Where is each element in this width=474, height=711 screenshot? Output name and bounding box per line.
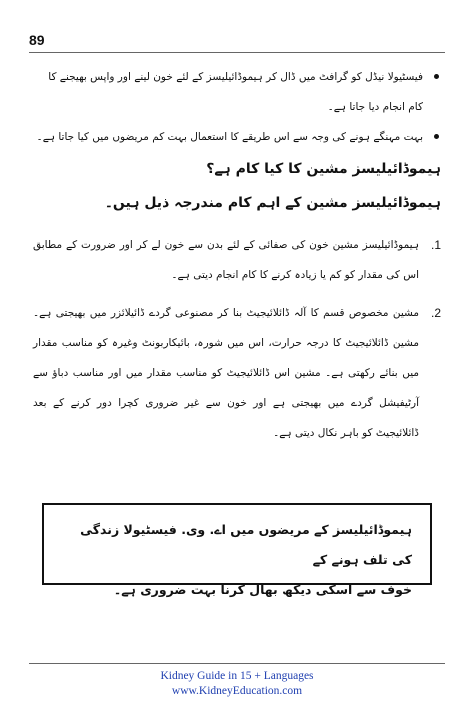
bullet-list — [33, 62, 441, 152]
bullet-item-cost — [33, 122, 441, 152]
numbered-item-1 — [33, 230, 441, 290]
footer-title: Kidney Guide in 15 + Languages — [160, 670, 314, 682]
footer — [0, 669, 474, 699]
footer-website-link[interactable]: www.KidneyEducation.com — [171, 685, 303, 697]
notice-line-2: خوف سے اسکی دیکھ بھال کرنا بہت ضروری ہے۔ — [113, 582, 412, 597]
footer-rule — [29, 663, 445, 664]
numbered-list — [33, 230, 441, 448]
numbered-marker: 2. — [430, 306, 441, 320]
numbered-item-2 — [33, 298, 441, 448]
section-subtitle-heading: ہیموڈائیلیسز مشین کے اہم کام مندرجہ ذیل ہیں۔ — [104, 195, 441, 211]
bullet-dot-icon — [434, 134, 439, 139]
notice-box — [42, 503, 432, 597]
bullet-dot-icon — [434, 74, 439, 79]
section-question-heading: ہیموڈائیلیسز مشین کا کیا کام ہے؟ — [206, 161, 441, 177]
numbered-text: مشین مخصوص قسم کا آلہ ڈائلائیجیٹ بنا کر مصنوعی گردے ڈائیلائزر میں بھیجتی ہے۔ مشین ڈائلائیجیٹ کا درجہ حرارت، اس میں شورہ، بائیکاربونٹ وغیرہ کو مناسب مقدار میں بنائے رکھتی ہے۔ مشین اس ڈائلائیجیٹ کو مناسب مقدار میں اور مناسب دباؤ سے آرٹیفیشل گردے میں بھیجتی ہے اور خون سے غیر ضروری کچرا دور کرنے کے بعد ڈائلائیجیٹ کو باہر نکال دیتی ہے۔ — [33, 307, 419, 439]
numbered-text: ہیموڈائیلیسز مشین خون کی صفائی کے لئے بدن سے خون لے کر اور ضرورت کے مطابق اس کی مقدار کو کم یا زیادہ کرنے کا کام انجام دیتی ہے۔ — [33, 239, 419, 281]
page-number: 89 — [29, 32, 45, 48]
bullet-item-needle — [33, 62, 441, 122]
header-rule — [29, 52, 445, 53]
bullet-text: بہت مہنگے ہونے کی وجہ سے اس طریقے کا استعمال بہت کم مریضوں میں کیا جاتا ہے۔ — [36, 131, 423, 143]
bullet-text: فیسٹیولا نیڈل کو گرافٹ میں ڈال کر ہیموڈائیلیسز کے لئے خون لینے اور واپس بھیجنے کا کام انجام دیا جاتا ہے۔ — [48, 71, 423, 113]
notice-line-1: ہیموڈائیلیسز کے مریضوں میں اے. وی. فیسٹیولا زندگی کی تلف ہونے کے — [80, 522, 412, 567]
main-content — [33, 62, 441, 456]
numbered-marker: 1. — [430, 238, 441, 252]
